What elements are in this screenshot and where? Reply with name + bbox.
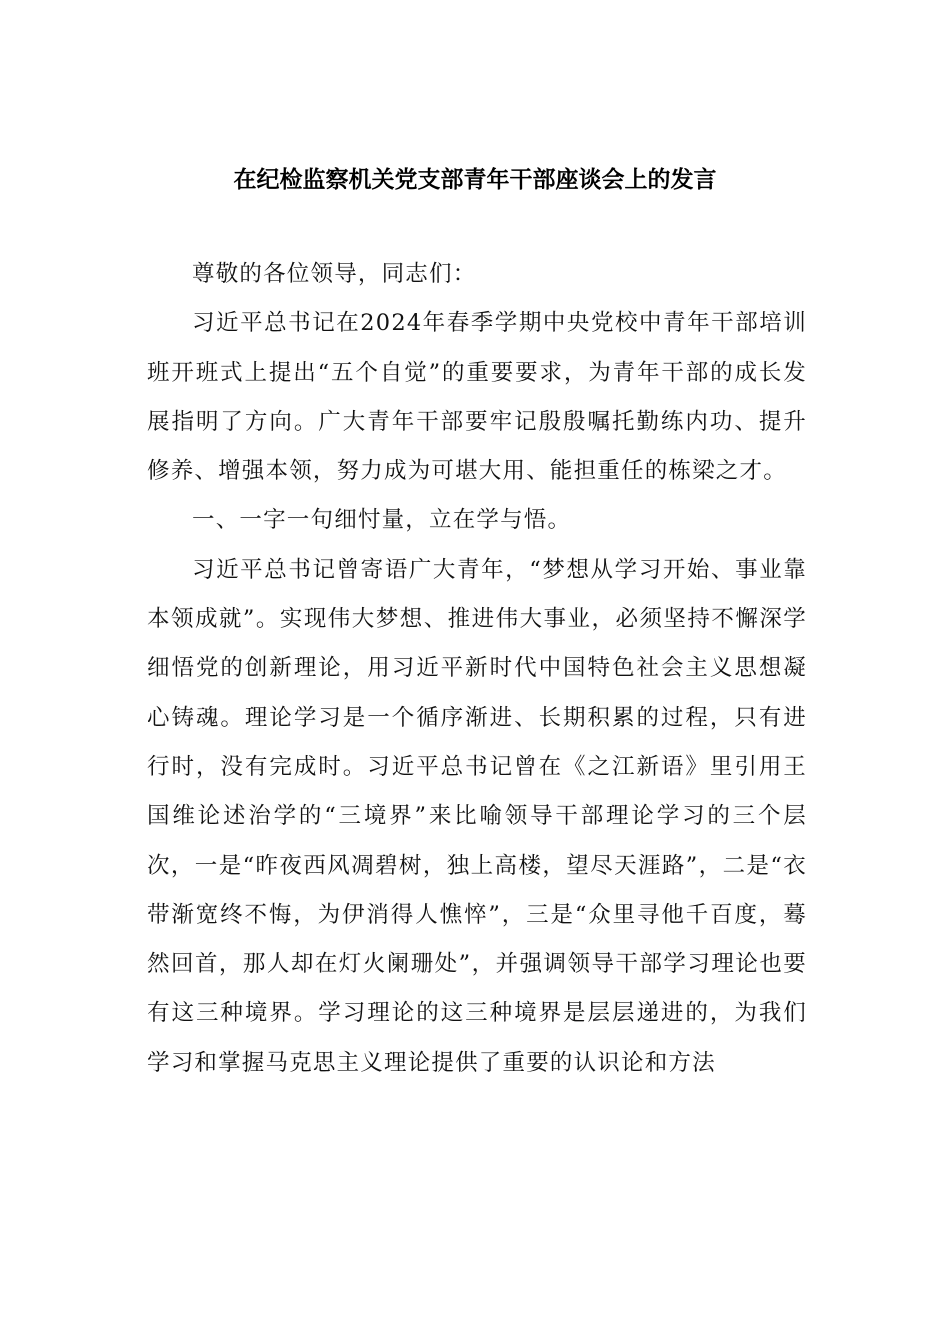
salutation-paragraph: 尊敬的各位领导，同志们： <box>192 261 477 287</box>
document-body <box>147 250 807 1088</box>
intro-paragraph: 习近平总书记在2024年春季学期中央党校中青年干部培训班开班式上提出“五个自觉”的重要要求，为青年干部的成长发展指明了方向。广大青年干部要牢记殷殷嘱托勤练内功、提升修养、增强本领，努力成为可堪大用、能担重任的栋梁之才。 <box>147 310 807 485</box>
document-title: 在纪检监察机关党支部青年干部座谈会上的发言 <box>233 167 717 193</box>
section-heading-1: 一、一字一句细忖量，立在学与悟。 <box>192 507 572 534</box>
body-paragraph: 习近平总书记曾寄语广大青年，“梦想从学习开始、事业靠本领成就”。实现伟大梦想、推进伟大事业，必须坚持不懈深学细悟党的创新理论，用习近平新时代中国特色社会主义思想凝心铸魂。理论学习是一个循序渐进、长期积累的过程，只有进行时，没有完成时。习近平总书记曾在《之江新语》里引用王国维论述治学的“三境界”来比喻领导干部理论学习的三个层次，一是“昨夜西风凋碧树，独上高楼，望尽天涯路”，二是“衣带渐宽终不悔，为伊消得人憔悴”，三是“众里寻他千百度，蓦然回首，那人却在灯火阑珊处”，并强调领导干部学习理论也要有这三种境界。学习理论的这三种境界是层层递进的，为我们学习和掌握马克思主义理论提供了重要的认识论和方法 <box>147 556 807 1076</box>
